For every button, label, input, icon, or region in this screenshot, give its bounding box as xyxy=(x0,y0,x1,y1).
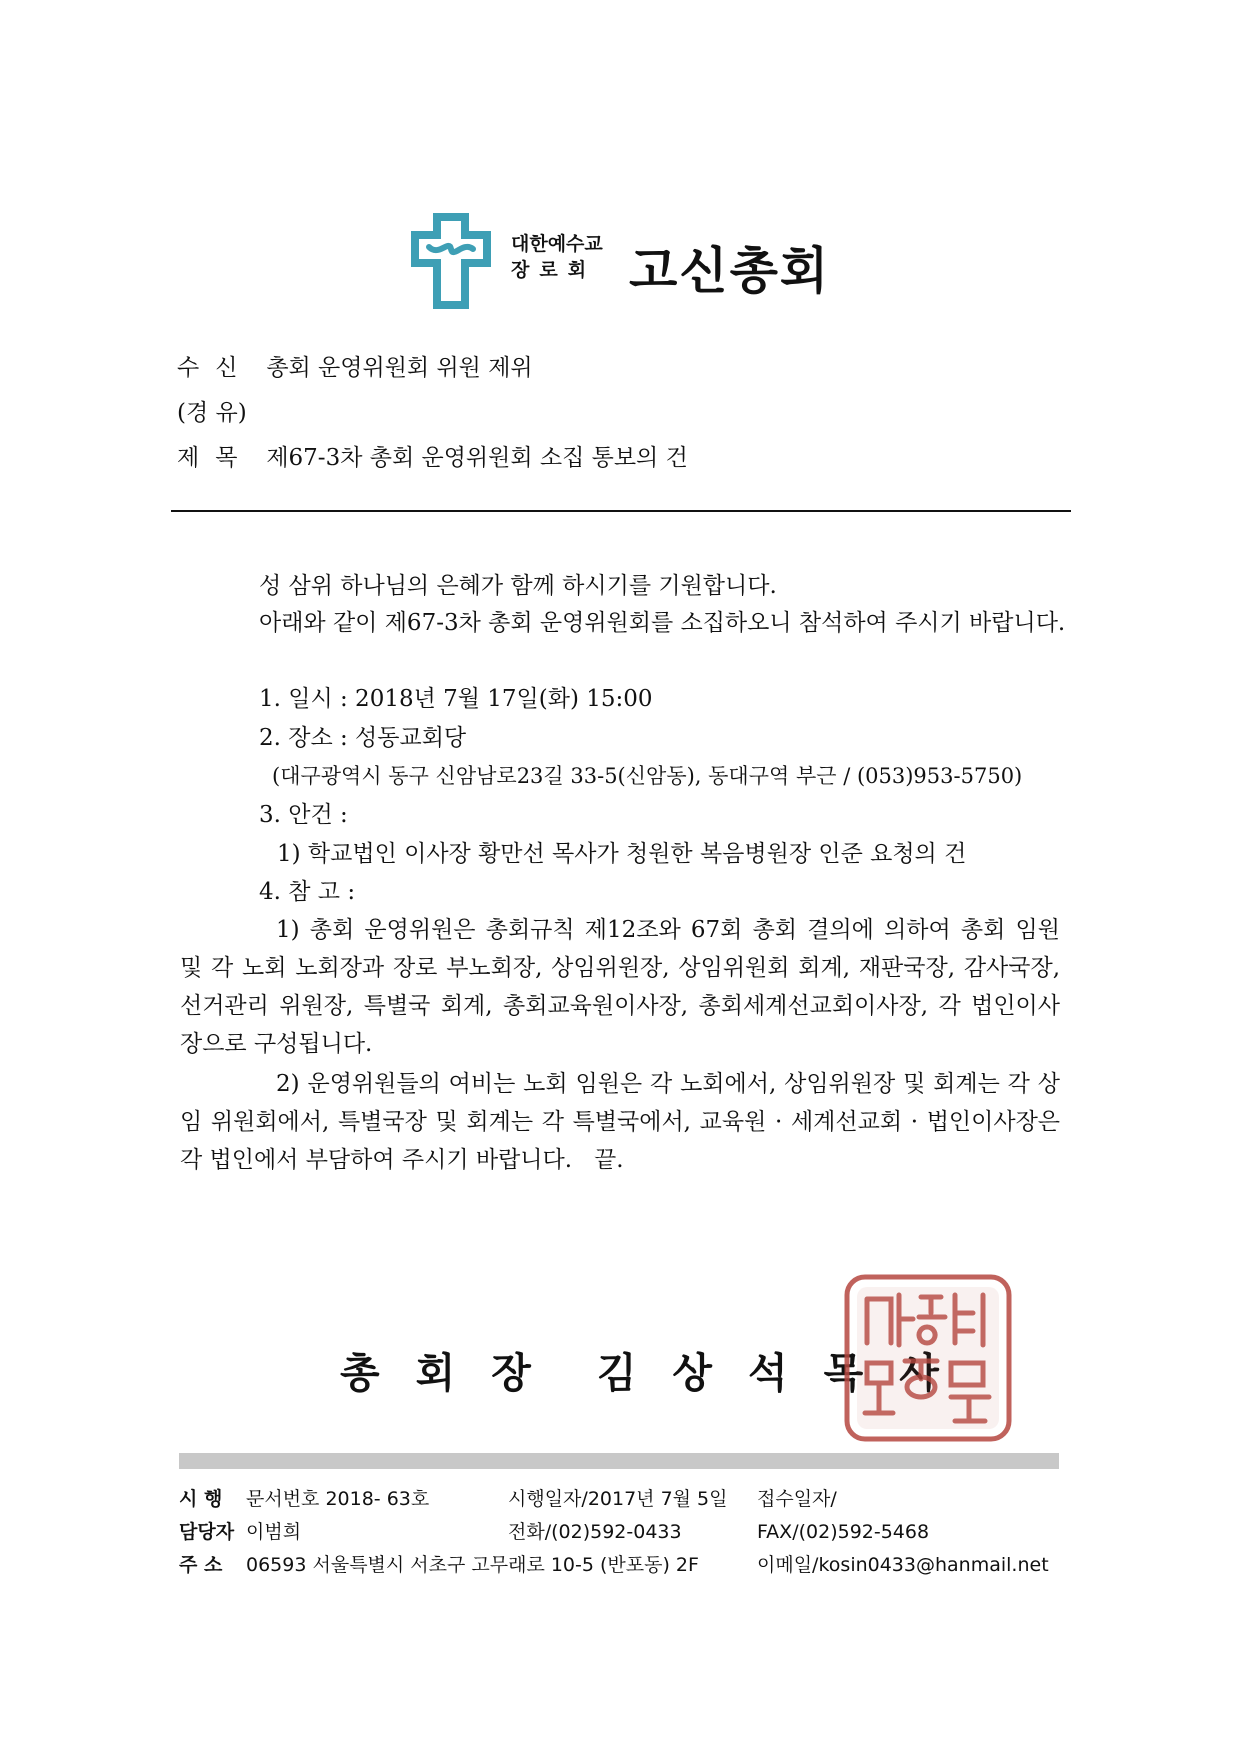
reference-note-2-text: 2) 운영위원들의 여비는 노회 임원은 각 노회에서, 상임위원장 및 회계는 각 상임 위원회에서, 특별국장 및 회계는 각 특별국에서, 교육원 · 세계선교회 · 법인이사장은 각 법인에서 부담하여 주시기 바랍니다. xyxy=(180,1071,1060,1173)
logo-big-name: 고신총회 xyxy=(629,242,831,300)
subject-label: 제목 xyxy=(177,445,254,471)
official-seal xyxy=(843,1273,1013,1443)
item-place-detail: (대구광역시 동구 신암남로23길 33-5(신암동), 동대구역 부근 / (053)953-5750) xyxy=(272,764,1023,788)
intro: 아래와 같이 제67-3차 총회 운영위원회를 소집하오니 참석하여 주시기 바랍니다. xyxy=(259,610,1066,636)
via-line xyxy=(177,397,247,429)
header-divider xyxy=(171,510,1071,512)
logo-line1: 대한예수교 xyxy=(511,233,603,255)
logo-line2: 장로회 xyxy=(511,259,597,281)
item-agenda: 3. 안건 : xyxy=(259,802,348,828)
issue-label: 시 행 xyxy=(179,1488,223,1510)
email-link[interactable]: 이메일/kosin0433@hanmail.net xyxy=(757,1554,1049,1576)
address: 06593 서울특별시 서초구 고무래로 10-5 (반포동) 2F xyxy=(246,1554,699,1576)
receipt-date: 접수일자/ xyxy=(757,1488,837,1510)
signature-title: 총회장 xyxy=(340,1349,567,1397)
doc-number: 문서번호 2018- 63호 xyxy=(246,1488,430,1510)
contact-label-text: 담당자 xyxy=(179,1521,235,1543)
recipient-line xyxy=(177,352,533,384)
subject-value: 제67-3차 총회 운영위원회 소집 통보의 건 xyxy=(266,445,688,471)
contact-name: 이범희 xyxy=(246,1521,302,1543)
fax-number: FAX/(02)592-5468 xyxy=(757,1521,930,1543)
phone-number: 전화/(02)592-0433 xyxy=(508,1521,682,1543)
subject-line xyxy=(177,442,688,474)
item-datetime: 1. 일시 : 2018년 7월 17일(화) 15:00 xyxy=(259,686,653,712)
agenda-item-1: 1) 학교법인 이사장 황만선 목사가 청원한 복음병원장 인준 요청의 건 xyxy=(277,841,967,867)
recipient-label: 수신 xyxy=(177,355,254,381)
cross-emblem-icon xyxy=(411,213,491,309)
reference-note-1 xyxy=(180,911,1060,1063)
footer-divider-bar xyxy=(179,1453,1059,1469)
recipient-value: 총회 운영위원회 위원 제위 xyxy=(266,355,533,381)
closing-mark: 끝. xyxy=(593,1147,624,1173)
organization-logo xyxy=(411,213,851,313)
signature-name: 김상석목사 xyxy=(596,1349,975,1397)
reference-note-2 xyxy=(180,1065,1060,1179)
contact-label xyxy=(179,1520,234,1544)
issue-date: 시행일자/2017년 7월 5일 xyxy=(508,1488,728,1510)
address-label xyxy=(179,1553,222,1577)
footer-row-issue xyxy=(179,1487,222,1511)
logo-small-name xyxy=(511,231,603,283)
greeting: 성 삼위 하나님의 은혜가 함께 하시기를 기원합니다. xyxy=(259,573,777,599)
item-reference: 4. 참 고 : xyxy=(259,879,356,905)
reference-note-1-text: 1) 총회 운영위원은 총회규칙 제12조와 67회 총회 결의에 의하여 총회 임원 및 각 노회 노회장과 장로 부노회장, 상임위원장, 상임위원회 회계, 재판국장, 감사국장, 선거관리 위원장, 특별국 회계, 총회교육원이사장, 총회세계선교회이사장, 각 법인이사장으로 구성됩니다. xyxy=(180,917,1060,1057)
address-label-text: 주 소 xyxy=(179,1554,223,1576)
via-label: (경 유) xyxy=(177,400,247,426)
item-place: 2. 장소 : 성동교회당 xyxy=(259,725,467,751)
